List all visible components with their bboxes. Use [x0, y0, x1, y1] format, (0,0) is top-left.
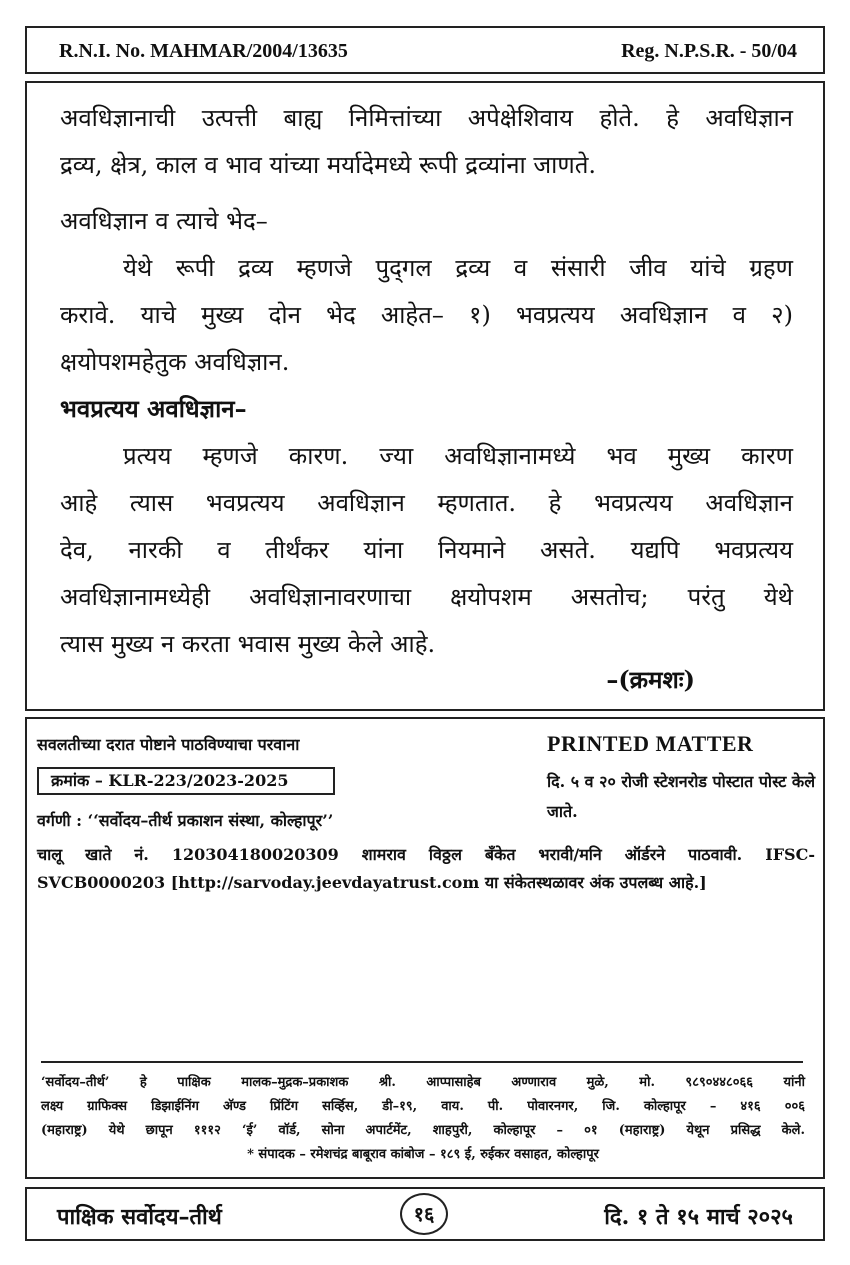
publisher-imprint: [41, 1071, 805, 1167]
text-line: क्षयोपशमहेतुक अवधिज्ञान.: [60, 348, 290, 376]
section-heading-types: अवधिज्ञान व त्याचे भेद–: [60, 207, 268, 235]
postal-footer: [25, 717, 825, 1179]
text-line: ‘सर्वोदय–तीर्थ’ हे पाक्षिक मालक–मुद्रक–प्रकाशक श्री. आप्पासाहेब अण्णाराव मुळे, मो. ९८९०४४८०६६ यांनी: [41, 1075, 805, 1090]
paragraph-types: [60, 245, 793, 386]
paragraph-intro: [60, 95, 793, 189]
text-line: अवधिज्ञानामध्येही अवधिज्ञानावरणाचा क्षयोपशम असतोच; परंतु येथे: [60, 583, 793, 611]
article-body: [25, 81, 825, 711]
printed-matter-label: PRINTED MATTER: [547, 731, 754, 756]
text-line: प्रत्यय म्हणजे कारण. ज्या अवधिज्ञानामध्ये भव मुख्य कारण: [123, 442, 793, 470]
header-bar: [25, 26, 825, 74]
registration-number: Reg. N.P.S.R. - 50/04: [621, 40, 797, 62]
rni-number: R.N.I. No. MAHMAR/2004/13635: [59, 40, 348, 62]
postal-permit: सवलतीच्या दरात पोष्टाने पाठविण्याचा परवाना: [37, 735, 300, 754]
text-line: * संपादक – रमेशचंद्र बाबूराव कांबोज – १८९ ई, रुईकर वसाहत, कोल्हापूर: [247, 1147, 599, 1162]
account-details: [37, 841, 815, 897]
text-line: आहे त्यास भवप्रत्यय अवधिज्ञान म्हणतात. हे भवप्रत्यय अवधिज्ञान: [60, 489, 793, 517]
text-line: द्रव्य, क्षेत्र, काल व भाव यांच्या मर्यादेमध्ये रूपी द्रव्यांना जाणते.: [60, 151, 597, 179]
text-line: देव, नारकी व तीर्थंकर यांना नियमाने असते. यद्यपि भवप्रत्यय: [60, 536, 793, 564]
page-footer-bar: [25, 1187, 825, 1241]
publication-name: पाक्षिक सर्वोदय–तीर्थ: [57, 1204, 222, 1230]
paragraph-bhavpratyay: [60, 433, 793, 668]
text-line: त्यास मुख्य न करता भवास मुख्य केले आहे.: [60, 630, 436, 658]
issue-date: दि. १ ते १५ मार्च २०२५: [604, 1204, 793, 1230]
divider: [41, 1061, 803, 1063]
text-line: (महाराष्ट्र) येथे छापून १११२ ‘ई’ वॉर्ड, सोना अपार्टमेंट, शाहपुरी, कोल्हापूर – ०१ (महाराष्ट्र) येथून प्रसिद्ध केले.: [41, 1123, 805, 1138]
posting-schedule: दि. ५ व २० रोजी स्टेशनरोड पोस्टात पोस्ट केले जाते.: [547, 772, 816, 821]
text-line: करावे. याचे मुख्य दोन भेद आहेत– १) भवप्रत्यय अवधिज्ञान व २): [60, 301, 793, 329]
text-line: अवधिज्ञानाची उत्पत्ती बाह्य निमित्तांच्या अपेक्षेशिवाय होते. हे अवधिज्ञान: [60, 104, 793, 132]
text-line: लक्ष्य ग्राफिक्स डिझाईनिंग अ‍ॅण्ड प्रिंटिंग सर्व्हिस, डी–१९, वाय. पी. पोवारनगर, जि. कोल्हापूर – ४१६ ००६: [41, 1099, 805, 1114]
section-heading-bhavpratyay: भवप्रत्यय अवधिज्ञान–: [60, 394, 247, 423]
page-number: १६: [400, 1193, 448, 1235]
continued-note: –(क्रमशः): [606, 665, 695, 694]
text-line: SVCB0000203 [http://sarvoday.jeevdayatrust.com या संकेतस्थळावर अंक उपलब्ध आहे.]: [37, 873, 707, 892]
permit-number-box: क्रमांक – KLR-223/2023-2025: [37, 767, 335, 795]
text-line: चालू खाते नं. 120304180020309 शामराव विठ्ठल बँकेत भरावी/मनि ऑर्डरने पाठवावी. IFSC-: [37, 845, 815, 864]
subscription-payee: वर्गणी : ‘‘सर्वोदय–तीर्थ प्रकाशन संस्था, कोल्हापूर’’: [37, 811, 334, 830]
text-line: येथे रूपी द्रव्य म्हणजे पुद्‌गल द्रव्य व संसारी जीव यांचे ग्रहण: [123, 254, 793, 282]
